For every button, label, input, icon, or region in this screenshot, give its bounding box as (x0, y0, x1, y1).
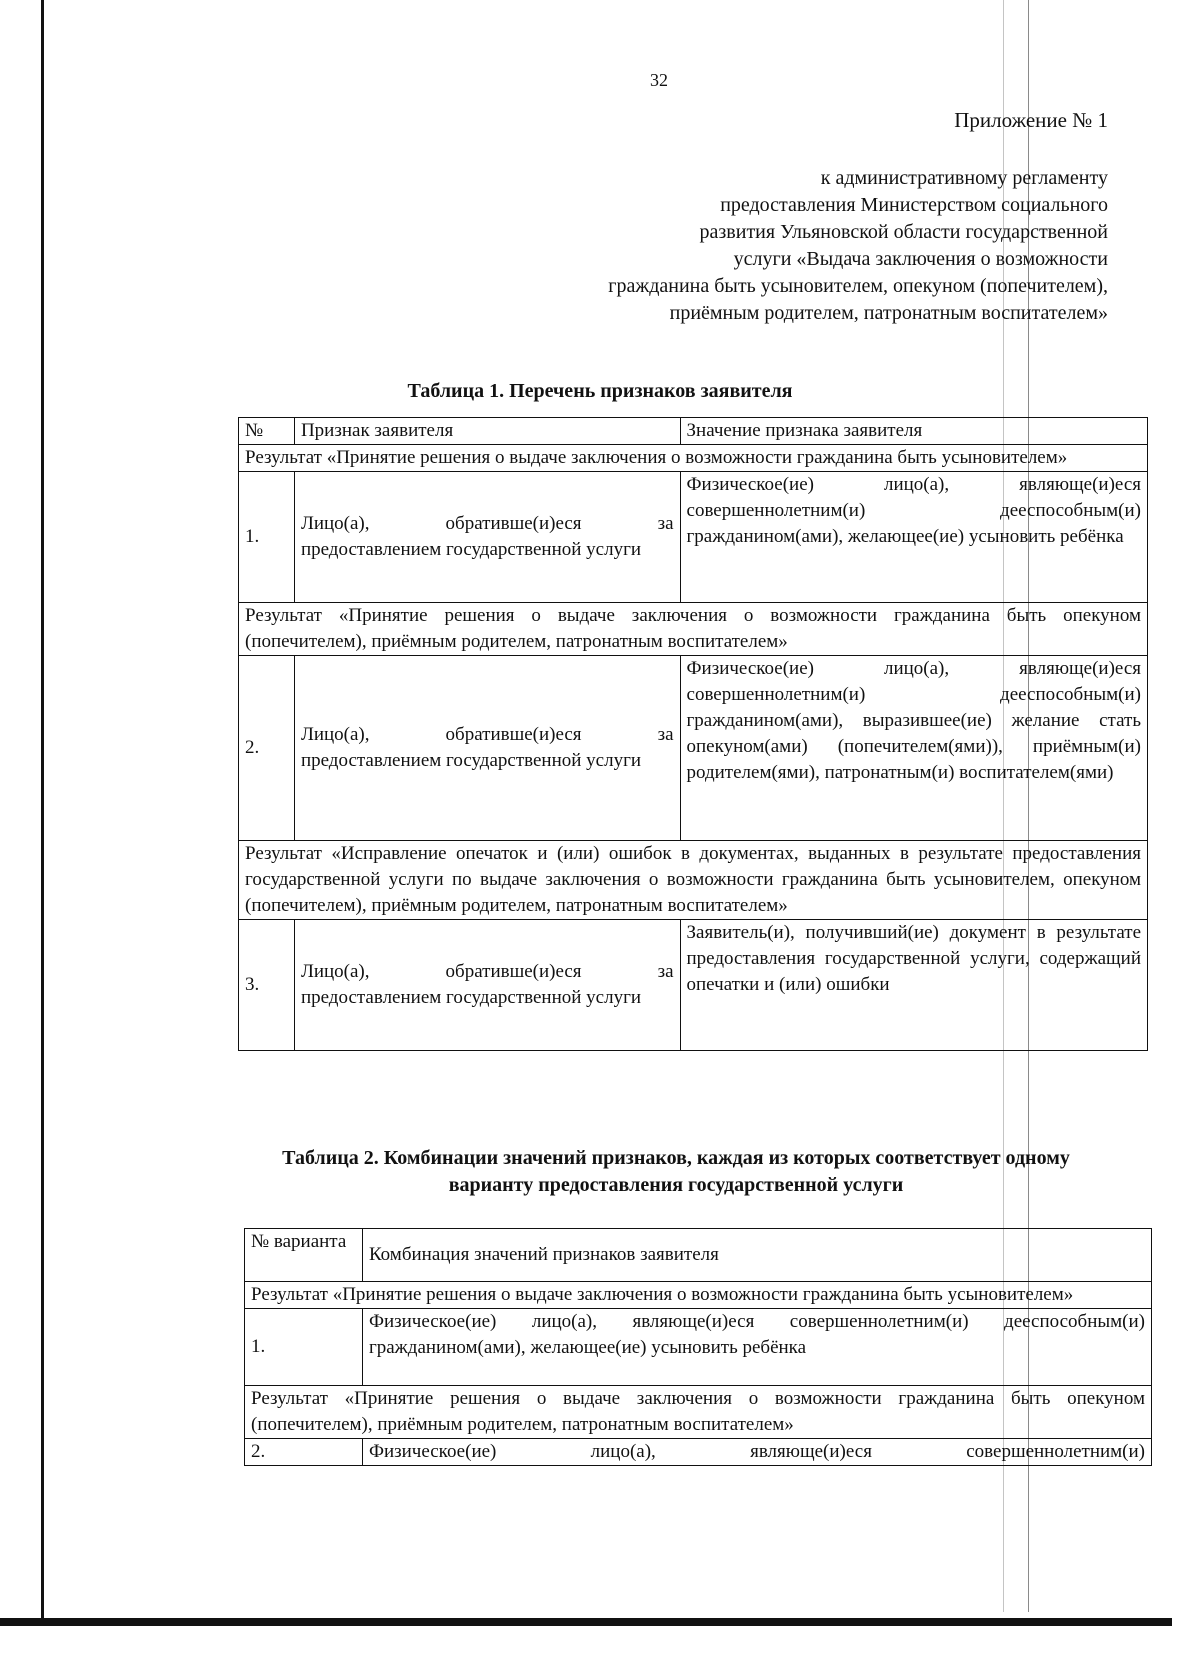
sign-value: Физическое(ие) лицо(а), являюще(и)еся совершеннолетним(и) дееспособным(и) гражданином(ами), желающее(ие) усыновить ребёнка (680, 472, 1147, 603)
scan-edge-bottom (0, 1618, 1172, 1626)
result-text: Результат «Исправление опечаток и (или) ошибок в документах, выданных в результате предоставления государственной услуги по выдаче заключения о возможности гражданина быть усыновителем, опекуном (попечителем), приёмным родителем, патронатным воспитателем» (239, 841, 1148, 920)
table2-header-cell: № варианта (245, 1229, 363, 1282)
appendix-subtitle-line: услуги «Выдача заключения о возможности (733, 248, 1108, 270)
table2-row (245, 1439, 1152, 1466)
table2-result-row (245, 1282, 1152, 1309)
applicant-sign: Лицо(а), обратившe(и)еся за предоставлением государственной услуги (294, 656, 680, 841)
table1-header-cell: № (239, 418, 295, 445)
table2-header-row (245, 1229, 1152, 1282)
table1-result-row (239, 445, 1148, 472)
scan-edge-left (41, 0, 44, 1624)
table2-result-row (245, 1386, 1152, 1439)
result-text: Результат «Принятие решения о выдаче заключения о возможности гражданина быть усыновителем» (239, 445, 1148, 472)
table2 (244, 1228, 1152, 1466)
table2-header-cell: Комбинация значений признаков заявителя (362, 1229, 1151, 1282)
appendix-subtitle-line: гражданина быть усыновителем, опекуном (попечителем), (608, 275, 1108, 297)
result-text: Результат «Принятие решения о выдаче заключения о возможности гражданина быть опекуном (попечителем), приёмным родителем, патронатным воспитателем» (239, 603, 1148, 656)
appendix-subtitle-line: приёмным родителем, патронатным воспитателем» (669, 302, 1108, 324)
table1-header-cell: Признак заявителя (294, 418, 680, 445)
applicant-sign: Лицо(а), обратившe(и)еся за предоставлением государственной услуги (294, 472, 680, 603)
table1 (238, 417, 1148, 1051)
combination-value: Физическое(ие) лицо(а), являюще(и)еся совершеннолетним(и) дееспособным(и) гражданином(ами), желающее(ие) усыновить ребёнка (362, 1309, 1151, 1386)
table1-caption: Таблица 1. Перечень признаков заявителя (407, 380, 793, 402)
applicant-sign: Лицо(а), обратившe(и)еся за предоставлением государственной услуги (294, 920, 680, 1051)
table1-result-row (239, 603, 1148, 656)
table2-caption-line: Таблица 2. Комбинации значений признаков, каждая из которых соответствует одному (282, 1147, 1070, 1169)
row-number: 2. (239, 656, 295, 841)
row-number: 2. (245, 1439, 363, 1466)
appendix-subtitle-line: развития Ульяновской области государственной (699, 221, 1108, 243)
result-text: Результат «Принятие решения о выдаче заключения о возможности гражданина быть опекуном (попечителем), приёмным родителем, патронатным воспитателем» (245, 1386, 1152, 1439)
row-number: 1. (245, 1309, 363, 1386)
page-number: 32 (650, 70, 668, 90)
table1-row (239, 472, 1148, 603)
table2-row (245, 1309, 1152, 1386)
table1-header-row (239, 418, 1148, 445)
table1-row (239, 656, 1148, 841)
table1-result-row (239, 841, 1148, 920)
appendix-subtitle (488, 165, 1108, 327)
sign-value: Заявитель(и), получивший(ие) документ в результате предоставления государственной услуги, содержащий опечатки и (или) ошибки (680, 920, 1147, 1051)
row-number: 3. (239, 920, 295, 1051)
table1-header-cell: Значение признака заявителя (680, 418, 1147, 445)
sign-value: Физическое(ие) лицо(а), являюще(и)еся совершеннолетним(и) дееспособным(и) гражданином(ами), выразившее(ие) желание стать опекуном(ами) (попечителем(ями)), приёмным(и) родителем(ями), патронатным(и) воспитателем(ями) (680, 656, 1147, 841)
appendix-title: Приложение № 1 (954, 108, 1108, 132)
table2-caption (206, 1145, 1146, 1199)
appendix-subtitle-line: предоставления Министерством социального (720, 194, 1108, 216)
appendix-subtitle-line: к административному регламенту (820, 167, 1108, 189)
result-text: Результат «Принятие решения о выдаче заключения о возможности гражданина быть усыновителем» (245, 1282, 1152, 1309)
table1-row (239, 920, 1148, 1051)
row-number: 1. (239, 472, 295, 603)
combination-value: Физическое(ие) лицо(а), являюще(и)еся совершеннолетним(и) (362, 1439, 1151, 1466)
table2-caption-line: варианту предоставления государственной услуги (448, 1174, 904, 1196)
